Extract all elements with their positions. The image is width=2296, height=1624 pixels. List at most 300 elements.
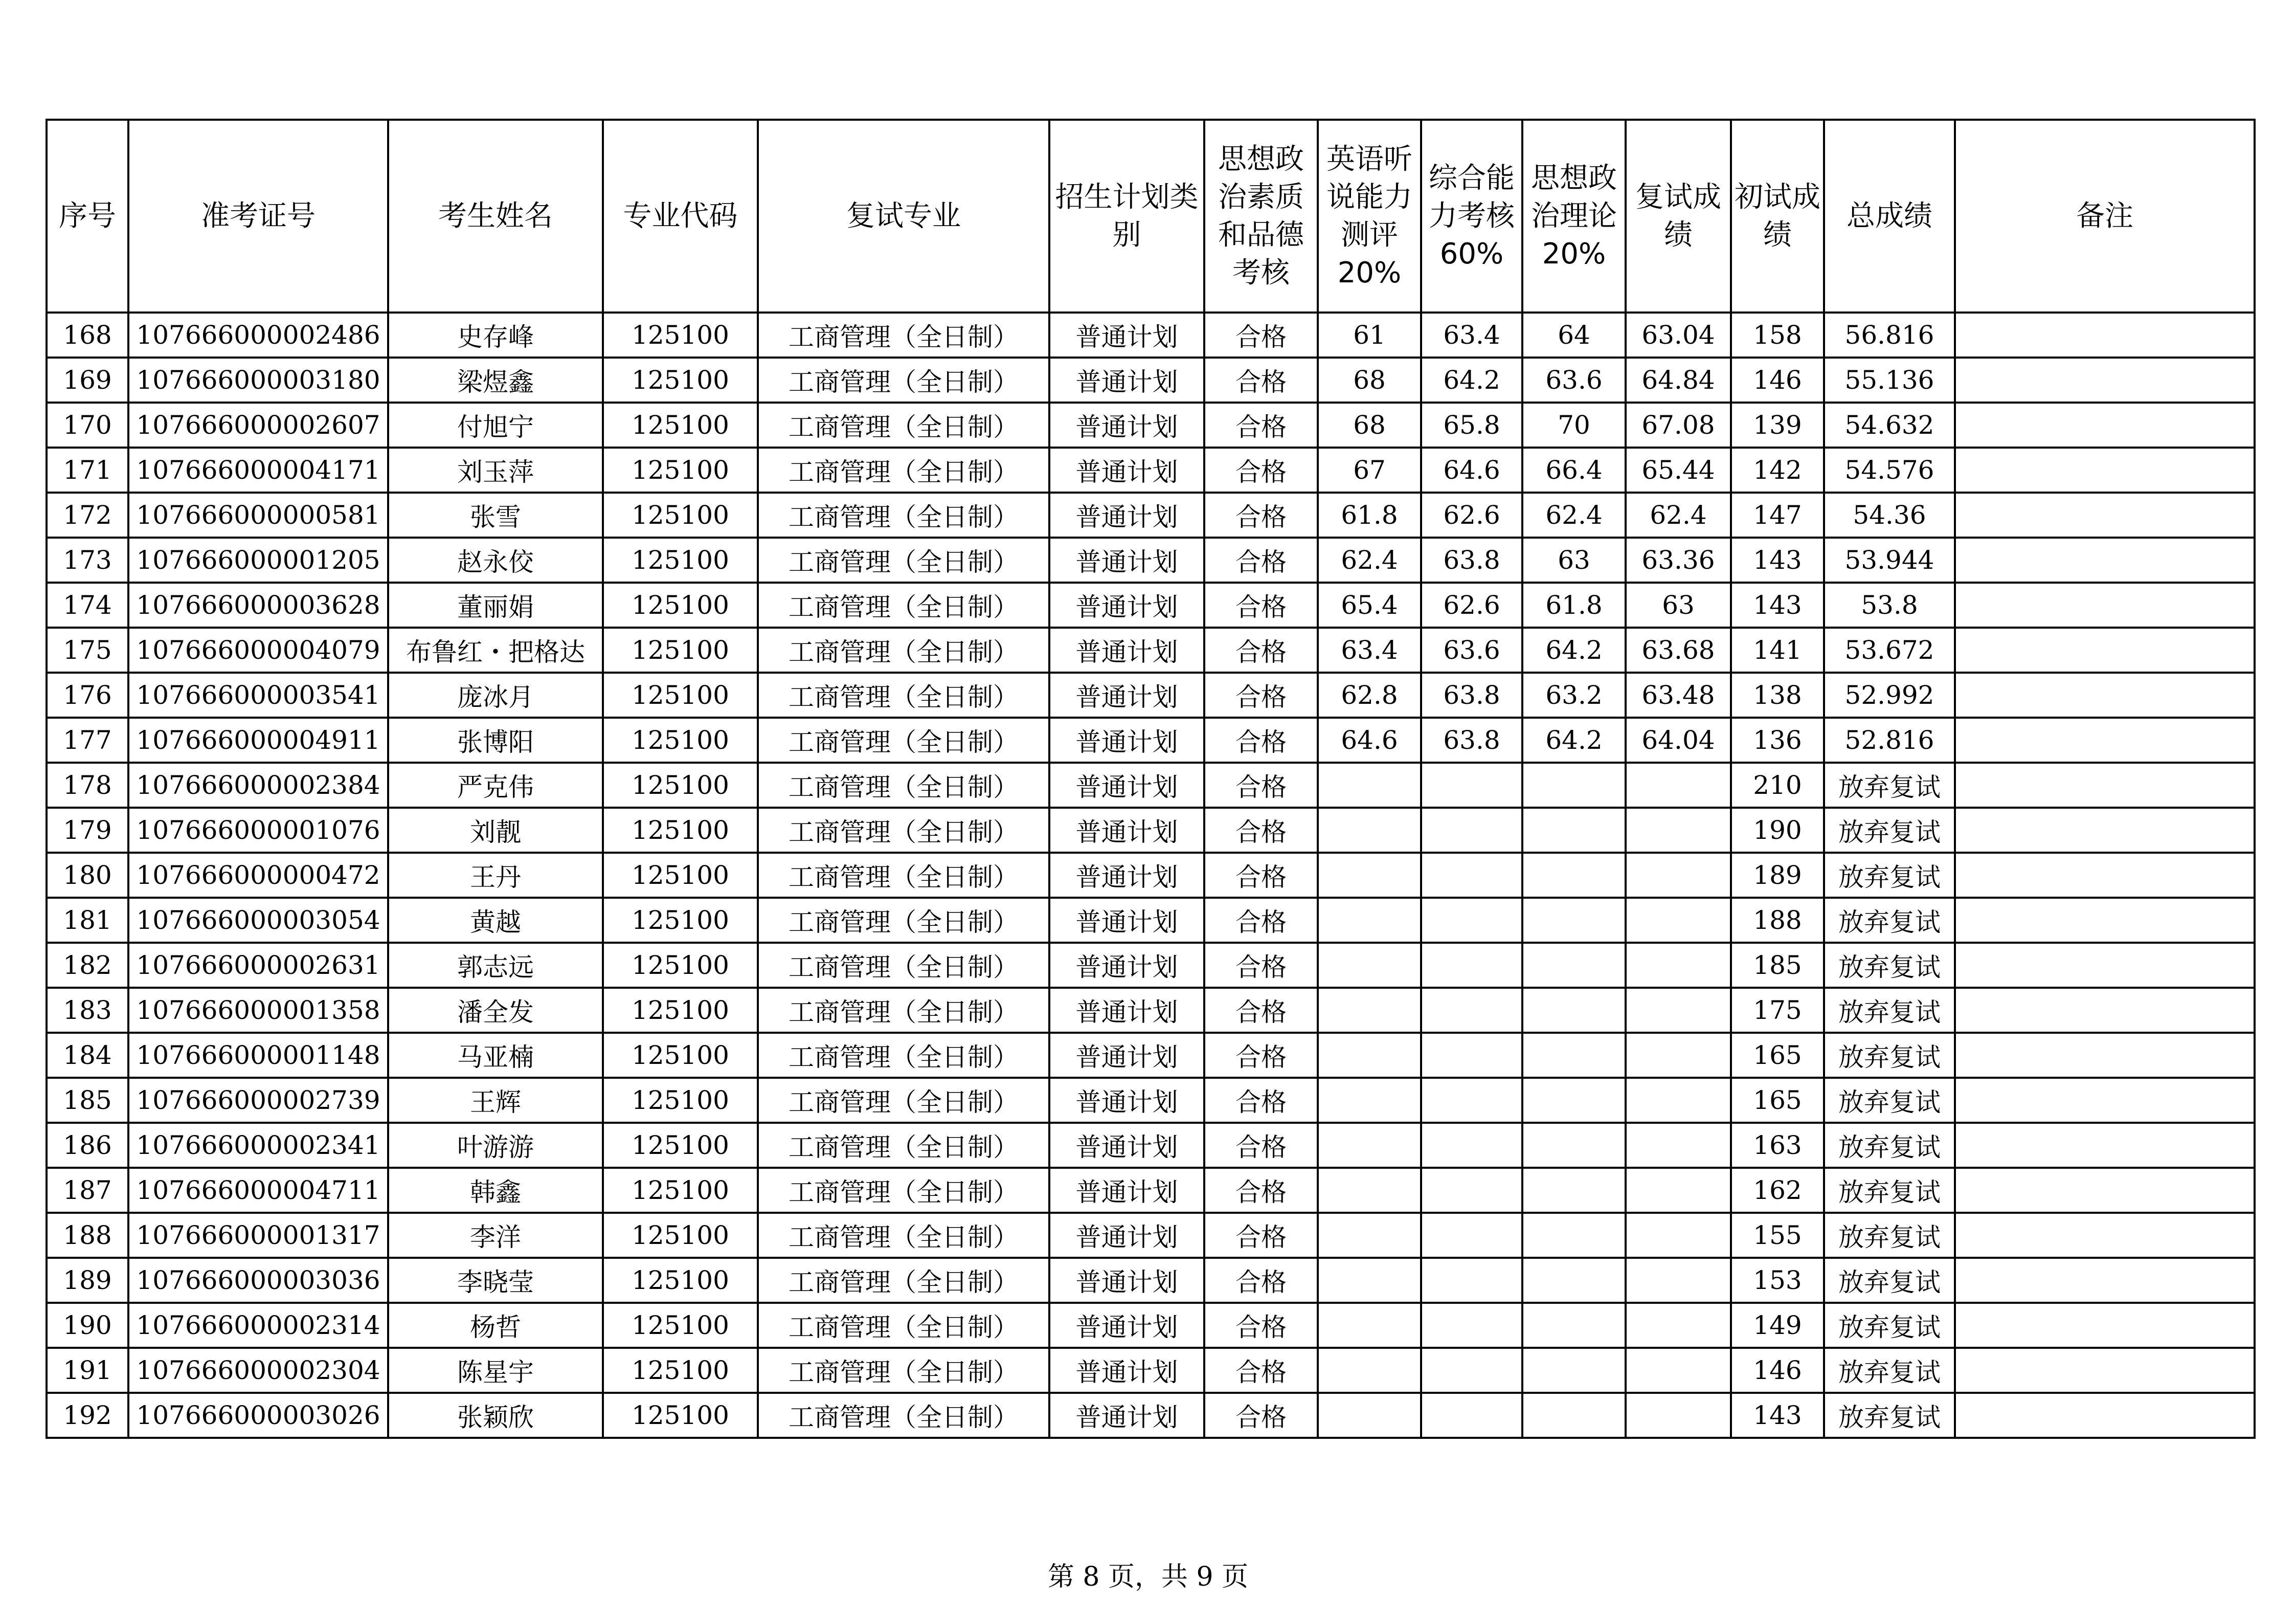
cell-major: 工商管理（全日制） bbox=[758, 1348, 1049, 1393]
cell-exam-id: 107666000003036 bbox=[128, 1258, 388, 1303]
table-row bbox=[47, 313, 2255, 358]
cell-initial: 147 bbox=[1731, 493, 1824, 538]
cell-plan: 普通计划 bbox=[1049, 358, 1204, 403]
cell-comprehensive: 65.8 bbox=[1421, 403, 1522, 448]
cell-comprehensive: 63.4 bbox=[1421, 313, 1522, 358]
results-table bbox=[46, 119, 2256, 1439]
cell-moral: 合格 bbox=[1204, 808, 1318, 853]
cell-comprehensive bbox=[1421, 1168, 1522, 1213]
cell-total: 53.672 bbox=[1824, 628, 1955, 673]
cell-plan: 普通计划 bbox=[1049, 1078, 1204, 1123]
cell-major-code: 125100 bbox=[603, 358, 758, 403]
cell-comprehensive bbox=[1421, 1393, 1522, 1438]
table-row bbox=[47, 1123, 2255, 1168]
cell-initial: 138 bbox=[1731, 673, 1824, 718]
cell-major: 工商管理（全日制） bbox=[758, 628, 1049, 673]
cell-moral: 合格 bbox=[1204, 1033, 1318, 1078]
cell-major-code: 125100 bbox=[603, 313, 758, 358]
cell-name: 严克伟 bbox=[388, 763, 603, 808]
cell-major-code: 125100 bbox=[603, 1258, 758, 1303]
cell-comprehensive bbox=[1421, 1123, 1522, 1168]
table-row bbox=[47, 493, 2255, 538]
cell-retest bbox=[1626, 808, 1731, 853]
cell-plan: 普通计划 bbox=[1049, 538, 1204, 583]
cell-major: 工商管理（全日制） bbox=[758, 718, 1049, 763]
cell-exam-id: 107666000003054 bbox=[128, 898, 388, 943]
cell-plan: 普通计划 bbox=[1049, 943, 1204, 988]
cell-english bbox=[1318, 943, 1421, 988]
cell-comprehensive: 63.8 bbox=[1421, 718, 1522, 763]
cell-politics bbox=[1522, 808, 1626, 853]
cell-initial: 165 bbox=[1731, 1033, 1824, 1078]
cell-initial: 155 bbox=[1731, 1213, 1824, 1258]
cell-retest bbox=[1626, 1258, 1731, 1303]
cell-seq: 190 bbox=[47, 1303, 128, 1348]
cell-retest bbox=[1626, 988, 1731, 1033]
cell-english bbox=[1318, 1303, 1421, 1348]
cell-major-code: 125100 bbox=[603, 1123, 758, 1168]
cell-major-code: 125100 bbox=[603, 673, 758, 718]
cell-name: 叶游游 bbox=[388, 1123, 603, 1168]
cell-politics bbox=[1522, 1213, 1626, 1258]
cell-plan: 普通计划 bbox=[1049, 853, 1204, 898]
cell-total: 52.816 bbox=[1824, 718, 1955, 763]
cell-note bbox=[1955, 1348, 2255, 1393]
cell-exam-id: 107666000003628 bbox=[128, 583, 388, 628]
cell-exam-id: 107666000002631 bbox=[128, 943, 388, 988]
cell-comprehensive: 62.6 bbox=[1421, 493, 1522, 538]
cell-english: 61 bbox=[1318, 313, 1421, 358]
cell-major: 工商管理（全日制） bbox=[758, 808, 1049, 853]
cell-initial: 158 bbox=[1731, 313, 1824, 358]
cell-seq: 185 bbox=[47, 1078, 128, 1123]
header-total: 总成绩 bbox=[1824, 120, 1955, 313]
table-row bbox=[47, 358, 2255, 403]
cell-total: 52.992 bbox=[1824, 673, 1955, 718]
cell-comprehensive: 63.8 bbox=[1421, 538, 1522, 583]
cell-plan: 普通计划 bbox=[1049, 493, 1204, 538]
cell-major: 工商管理（全日制） bbox=[758, 1168, 1049, 1213]
cell-plan: 普通计划 bbox=[1049, 763, 1204, 808]
cell-english bbox=[1318, 1033, 1421, 1078]
table-row bbox=[47, 1033, 2255, 1078]
cell-name: 郭志远 bbox=[388, 943, 603, 988]
cell-comprehensive bbox=[1421, 898, 1522, 943]
cell-retest bbox=[1626, 1168, 1731, 1213]
cell-moral: 合格 bbox=[1204, 1348, 1318, 1393]
cell-initial: 210 bbox=[1731, 763, 1824, 808]
cell-moral: 合格 bbox=[1204, 313, 1318, 358]
table-row bbox=[47, 673, 2255, 718]
cell-name: 刘靓 bbox=[388, 808, 603, 853]
cell-plan: 普通计划 bbox=[1049, 673, 1204, 718]
cell-name: 张雪 bbox=[388, 493, 603, 538]
cell-total: 放弃复试 bbox=[1824, 1123, 1955, 1168]
cell-comprehensive: 62.6 bbox=[1421, 583, 1522, 628]
cell-politics: 63.6 bbox=[1522, 358, 1626, 403]
cell-moral: 合格 bbox=[1204, 718, 1318, 763]
cell-total: 放弃复试 bbox=[1824, 1348, 1955, 1393]
cell-initial: 146 bbox=[1731, 1348, 1824, 1393]
cell-note bbox=[1955, 628, 2255, 673]
cell-retest bbox=[1626, 763, 1731, 808]
cell-major: 工商管理（全日制） bbox=[758, 1303, 1049, 1348]
cell-seq: 191 bbox=[47, 1348, 128, 1393]
cell-major: 工商管理（全日制） bbox=[758, 1078, 1049, 1123]
cell-major: 工商管理（全日制） bbox=[758, 853, 1049, 898]
cell-name: 梁煜鑫 bbox=[388, 358, 603, 403]
cell-seq: 180 bbox=[47, 853, 128, 898]
cell-major-code: 125100 bbox=[603, 988, 758, 1033]
cell-initial: 153 bbox=[1731, 1258, 1824, 1303]
cell-seq: 182 bbox=[47, 943, 128, 988]
header-english: 英语听说能力测评20% bbox=[1318, 120, 1421, 313]
cell-note bbox=[1955, 943, 2255, 988]
cell-major: 工商管理（全日制） bbox=[758, 493, 1049, 538]
table-row bbox=[47, 628, 2255, 673]
cell-politics bbox=[1522, 898, 1626, 943]
cell-english: 62.4 bbox=[1318, 538, 1421, 583]
cell-seq: 177 bbox=[47, 718, 128, 763]
header-row bbox=[47, 120, 2255, 313]
cell-exam-id: 107666000001148 bbox=[128, 1033, 388, 1078]
cell-retest bbox=[1626, 1123, 1731, 1168]
cell-retest: 62.4 bbox=[1626, 493, 1731, 538]
cell-total: 53.944 bbox=[1824, 538, 1955, 583]
cell-moral: 合格 bbox=[1204, 1258, 1318, 1303]
cell-plan: 普通计划 bbox=[1049, 583, 1204, 628]
cell-total: 56.816 bbox=[1824, 313, 1955, 358]
cell-plan: 普通计划 bbox=[1049, 1348, 1204, 1393]
cell-seq: 181 bbox=[47, 898, 128, 943]
cell-seq: 184 bbox=[47, 1033, 128, 1078]
cell-major-code: 125100 bbox=[603, 538, 758, 583]
cell-moral: 合格 bbox=[1204, 853, 1318, 898]
cell-comprehensive bbox=[1421, 1348, 1522, 1393]
cell-retest: 64.04 bbox=[1626, 718, 1731, 763]
cell-initial: 188 bbox=[1731, 898, 1824, 943]
cell-comprehensive bbox=[1421, 853, 1522, 898]
cell-english bbox=[1318, 1168, 1421, 1213]
cell-major: 工商管理（全日制） bbox=[758, 1123, 1049, 1168]
cell-name: 杨哲 bbox=[388, 1303, 603, 1348]
cell-moral: 合格 bbox=[1204, 493, 1318, 538]
cell-english: 61.8 bbox=[1318, 493, 1421, 538]
cell-english: 63.4 bbox=[1318, 628, 1421, 673]
cell-seq: 171 bbox=[47, 448, 128, 493]
cell-plan: 普通计划 bbox=[1049, 313, 1204, 358]
table-row bbox=[47, 718, 2255, 763]
cell-note bbox=[1955, 1393, 2255, 1438]
cell-seq: 173 bbox=[47, 538, 128, 583]
cell-note bbox=[1955, 1078, 2255, 1123]
table-row bbox=[47, 538, 2255, 583]
cell-total: 54.632 bbox=[1824, 403, 1955, 448]
cell-exam-id: 107666000001358 bbox=[128, 988, 388, 1033]
cell-comprehensive: 63.6 bbox=[1421, 628, 1522, 673]
cell-english: 68 bbox=[1318, 358, 1421, 403]
cell-major-code: 125100 bbox=[603, 628, 758, 673]
cell-comprehensive bbox=[1421, 1078, 1522, 1123]
cell-politics bbox=[1522, 1078, 1626, 1123]
cell-politics: 64.2 bbox=[1522, 628, 1626, 673]
table-row bbox=[47, 583, 2255, 628]
cell-total: 53.8 bbox=[1824, 583, 1955, 628]
cell-english: 64.6 bbox=[1318, 718, 1421, 763]
cell-comprehensive: 64.6 bbox=[1421, 448, 1522, 493]
cell-politics bbox=[1522, 1348, 1626, 1393]
cell-name: 付旭宁 bbox=[388, 403, 603, 448]
cell-english bbox=[1318, 988, 1421, 1033]
cell-name: 潘全发 bbox=[388, 988, 603, 1033]
cell-moral: 合格 bbox=[1204, 1123, 1318, 1168]
cell-name: 马亚楠 bbox=[388, 1033, 603, 1078]
cell-total: 放弃复试 bbox=[1824, 1168, 1955, 1213]
page-number: 第 8 页，共 9 页 bbox=[1047, 1562, 1249, 1592]
cell-total: 放弃复试 bbox=[1824, 853, 1955, 898]
cell-initial: 185 bbox=[1731, 943, 1824, 988]
cell-total: 放弃复试 bbox=[1824, 763, 1955, 808]
cell-moral: 合格 bbox=[1204, 538, 1318, 583]
cell-english bbox=[1318, 1078, 1421, 1123]
cell-major: 工商管理（全日制） bbox=[758, 1258, 1049, 1303]
cell-total: 放弃复试 bbox=[1824, 898, 1955, 943]
cell-seq: 183 bbox=[47, 988, 128, 1033]
cell-politics bbox=[1522, 763, 1626, 808]
cell-major-code: 125100 bbox=[603, 1213, 758, 1258]
cell-name: 韩鑫 bbox=[388, 1168, 603, 1213]
cell-note bbox=[1955, 1258, 2255, 1303]
cell-english bbox=[1318, 1213, 1421, 1258]
cell-note bbox=[1955, 1123, 2255, 1168]
cell-english bbox=[1318, 808, 1421, 853]
table-row bbox=[47, 448, 2255, 493]
cell-major-code: 125100 bbox=[603, 943, 758, 988]
cell-major: 工商管理（全日制） bbox=[758, 673, 1049, 718]
cell-retest bbox=[1626, 943, 1731, 988]
header-politics: 思想政治理论20% bbox=[1522, 120, 1626, 313]
cell-exam-id: 107666000001076 bbox=[128, 808, 388, 853]
cell-politics bbox=[1522, 943, 1626, 988]
cell-name: 布鲁红・把格达 bbox=[388, 628, 603, 673]
cell-plan: 普通计划 bbox=[1049, 448, 1204, 493]
cell-initial: 163 bbox=[1731, 1123, 1824, 1168]
cell-initial: 149 bbox=[1731, 1303, 1824, 1348]
header-major-code: 专业代码 bbox=[603, 120, 758, 313]
cell-total: 放弃复试 bbox=[1824, 1213, 1955, 1258]
cell-major: 工商管理（全日制） bbox=[758, 583, 1049, 628]
header-moral: 思想政治素质和品德考核 bbox=[1204, 120, 1318, 313]
cell-seq: 172 bbox=[47, 493, 128, 538]
cell-plan: 普通计划 bbox=[1049, 1258, 1204, 1303]
cell-seq: 176 bbox=[47, 673, 128, 718]
cell-exam-id: 107666000004171 bbox=[128, 448, 388, 493]
cell-retest: 63.04 bbox=[1626, 313, 1731, 358]
cell-moral: 合格 bbox=[1204, 583, 1318, 628]
cell-comprehensive bbox=[1421, 988, 1522, 1033]
cell-initial: 139 bbox=[1731, 403, 1824, 448]
cell-initial: 142 bbox=[1731, 448, 1824, 493]
cell-exam-id: 107666000001205 bbox=[128, 538, 388, 583]
cell-major-code: 125100 bbox=[603, 448, 758, 493]
cell-name: 李晓莹 bbox=[388, 1258, 603, 1303]
cell-major: 工商管理（全日制） bbox=[758, 1213, 1049, 1258]
cell-moral: 合格 bbox=[1204, 673, 1318, 718]
cell-major-code: 125100 bbox=[603, 1348, 758, 1393]
cell-retest: 67.08 bbox=[1626, 403, 1731, 448]
cell-retest bbox=[1626, 1303, 1731, 1348]
cell-note bbox=[1955, 673, 2255, 718]
cell-comprehensive bbox=[1421, 808, 1522, 853]
cell-politics bbox=[1522, 1123, 1626, 1168]
cell-plan: 普通计划 bbox=[1049, 898, 1204, 943]
cell-moral: 合格 bbox=[1204, 1303, 1318, 1348]
cell-major: 工商管理（全日制） bbox=[758, 1393, 1049, 1438]
cell-retest bbox=[1626, 1348, 1731, 1393]
cell-retest bbox=[1626, 1078, 1731, 1123]
cell-comprehensive: 64.2 bbox=[1421, 358, 1522, 403]
cell-note bbox=[1955, 808, 2255, 853]
cell-initial: 143 bbox=[1731, 583, 1824, 628]
cell-politics: 63.2 bbox=[1522, 673, 1626, 718]
cell-major: 工商管理（全日制） bbox=[758, 763, 1049, 808]
cell-politics: 66.4 bbox=[1522, 448, 1626, 493]
header-plan: 招生计划类别 bbox=[1049, 120, 1204, 313]
table-row bbox=[47, 1393, 2255, 1438]
cell-seq: 174 bbox=[47, 583, 128, 628]
cell-politics bbox=[1522, 1393, 1626, 1438]
cell-seq: 170 bbox=[47, 403, 128, 448]
cell-english bbox=[1318, 1348, 1421, 1393]
table-row bbox=[47, 1078, 2255, 1123]
cell-major-code: 125100 bbox=[603, 1078, 758, 1123]
cell-exam-id: 107666000004711 bbox=[128, 1168, 388, 1213]
cell-seq: 178 bbox=[47, 763, 128, 808]
cell-major: 工商管理（全日制） bbox=[758, 538, 1049, 583]
cell-total: 55.136 bbox=[1824, 358, 1955, 403]
cell-politics: 61.8 bbox=[1522, 583, 1626, 628]
table-row bbox=[47, 403, 2255, 448]
cell-moral: 合格 bbox=[1204, 403, 1318, 448]
cell-major-code: 125100 bbox=[603, 808, 758, 853]
cell-retest: 64.84 bbox=[1626, 358, 1731, 403]
header-name: 考生姓名 bbox=[388, 120, 603, 313]
cell-moral: 合格 bbox=[1204, 898, 1318, 943]
cell-plan: 普通计划 bbox=[1049, 403, 1204, 448]
cell-moral: 合格 bbox=[1204, 1213, 1318, 1258]
cell-note bbox=[1955, 1303, 2255, 1348]
cell-exam-id: 107666000002304 bbox=[128, 1348, 388, 1393]
cell-major-code: 125100 bbox=[603, 1033, 758, 1078]
cell-seq: 188 bbox=[47, 1213, 128, 1258]
cell-name: 王丹 bbox=[388, 853, 603, 898]
cell-total: 放弃复试 bbox=[1824, 1033, 1955, 1078]
cell-retest: 65.44 bbox=[1626, 448, 1731, 493]
cell-seq: 192 bbox=[47, 1393, 128, 1438]
cell-exam-id: 107666000000581 bbox=[128, 493, 388, 538]
cell-note bbox=[1955, 583, 2255, 628]
cell-major-code: 125100 bbox=[603, 898, 758, 943]
cell-name: 陈星宇 bbox=[388, 1348, 603, 1393]
cell-retest bbox=[1626, 853, 1731, 898]
cell-major-code: 125100 bbox=[603, 493, 758, 538]
cell-politics: 64 bbox=[1522, 313, 1626, 358]
header-exam-id: 准考证号 bbox=[128, 120, 388, 313]
cell-total: 放弃复试 bbox=[1824, 1078, 1955, 1123]
cell-politics: 63 bbox=[1522, 538, 1626, 583]
cell-major: 工商管理（全日制） bbox=[758, 898, 1049, 943]
header-seq: 序号 bbox=[47, 120, 128, 313]
table-row bbox=[47, 1303, 2255, 1348]
cell-politics bbox=[1522, 988, 1626, 1033]
cell-total: 放弃复试 bbox=[1824, 1303, 1955, 1348]
cell-plan: 普通计划 bbox=[1049, 1033, 1204, 1078]
cell-moral: 合格 bbox=[1204, 1078, 1318, 1123]
cell-politics bbox=[1522, 853, 1626, 898]
cell-english bbox=[1318, 1393, 1421, 1438]
cell-exam-id: 107666000002384 bbox=[128, 763, 388, 808]
cell-major-code: 125100 bbox=[603, 1303, 758, 1348]
cell-comprehensive bbox=[1421, 1303, 1522, 1348]
cell-retest: 63.48 bbox=[1626, 673, 1731, 718]
cell-seq: 175 bbox=[47, 628, 128, 673]
cell-name: 董丽娟 bbox=[388, 583, 603, 628]
cell-politics: 62.4 bbox=[1522, 493, 1626, 538]
cell-seq: 189 bbox=[47, 1258, 128, 1303]
cell-name: 张博阳 bbox=[388, 718, 603, 763]
cell-moral: 合格 bbox=[1204, 358, 1318, 403]
cell-plan: 普通计划 bbox=[1049, 628, 1204, 673]
cell-plan: 普通计划 bbox=[1049, 1303, 1204, 1348]
cell-retest bbox=[1626, 898, 1731, 943]
cell-name: 庞冰月 bbox=[388, 673, 603, 718]
cell-moral: 合格 bbox=[1204, 1393, 1318, 1438]
cell-note bbox=[1955, 448, 2255, 493]
cell-major-code: 125100 bbox=[603, 718, 758, 763]
cell-major: 工商管理（全日制） bbox=[758, 943, 1049, 988]
cell-note bbox=[1955, 1213, 2255, 1258]
cell-english bbox=[1318, 898, 1421, 943]
cell-moral: 合格 bbox=[1204, 628, 1318, 673]
cell-retest: 63.36 bbox=[1626, 538, 1731, 583]
cell-major-code: 125100 bbox=[603, 763, 758, 808]
cell-moral: 合格 bbox=[1204, 988, 1318, 1033]
cell-comprehensive bbox=[1421, 1258, 1522, 1303]
cell-name: 黄越 bbox=[388, 898, 603, 943]
cell-comprehensive bbox=[1421, 1033, 1522, 1078]
header-note: 备注 bbox=[1955, 120, 2255, 313]
table-row bbox=[47, 853, 2255, 898]
cell-politics: 64.2 bbox=[1522, 718, 1626, 763]
cell-name: 赵永佼 bbox=[388, 538, 603, 583]
header-initial: 初试成绩 bbox=[1731, 120, 1824, 313]
cell-comprehensive: 63.8 bbox=[1421, 673, 1522, 718]
cell-english bbox=[1318, 853, 1421, 898]
cell-total: 放弃复试 bbox=[1824, 943, 1955, 988]
cell-note bbox=[1955, 403, 2255, 448]
cell-exam-id: 107666000002739 bbox=[128, 1078, 388, 1123]
cell-total: 54.36 bbox=[1824, 493, 1955, 538]
table-row bbox=[47, 1168, 2255, 1213]
cell-retest bbox=[1626, 1033, 1731, 1078]
cell-note bbox=[1955, 988, 2255, 1033]
cell-plan: 普通计划 bbox=[1049, 1168, 1204, 1213]
cell-total: 放弃复试 bbox=[1824, 1258, 1955, 1303]
cell-retest bbox=[1626, 1393, 1731, 1438]
cell-name: 王辉 bbox=[388, 1078, 603, 1123]
cell-moral: 合格 bbox=[1204, 448, 1318, 493]
cell-exam-id: 107666000000472 bbox=[128, 853, 388, 898]
